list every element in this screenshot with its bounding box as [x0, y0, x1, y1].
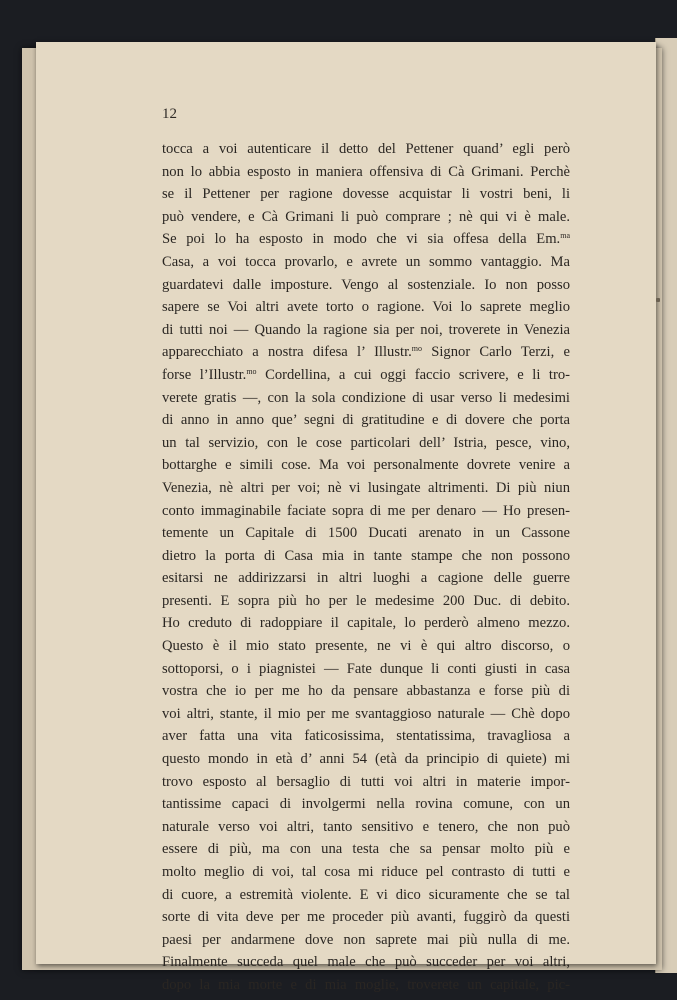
text-line: Casa, a voi tocca provarlo, e avrete un sommo vantaggio. Ma	[162, 253, 570, 270]
text-line: di cuore, a estremità violente. E vi dico sicuramente che se tal	[162, 886, 570, 903]
page-edge-mark	[656, 298, 660, 302]
text-line: Finalmente succeda quel male che può succeder per voi altri,	[162, 954, 570, 971]
body-text	[162, 138, 570, 997]
text-line: sottoporsi, o i piagnistei — Fate dunque li conti giusti in casa	[162, 660, 570, 677]
text-line: vostra che io per me ho da pensare abbastanza e forse più di	[162, 683, 570, 700]
text-line: questo mondo in età d’ anni 54 (età da principio di quiete) mi	[162, 751, 570, 768]
text-line: un tal servizio, con le cose particolari dell’ Istria, pesce, vino,	[162, 434, 570, 451]
text-line: bottarghe e simili cose. Ma voi personalmente dovrete venire a	[162, 457, 570, 474]
text-line: molto meglio di voi, tal cosa mi riduce pel contrasto di tutti e	[162, 864, 570, 880]
text-line: essere di più, ma con una testa che sa pensar molto più e	[162, 841, 570, 858]
text-line: di tutti noi — Quando la ragione sia per noi, troverete in Venezia	[162, 321, 570, 338]
text-line: sorte di vita deve per me proceder più avanti, fuggirò da questi	[162, 909, 570, 926]
text-line: tocca a voi autenticare il detto del Pettener quand’ egli però	[162, 141, 570, 157]
text-line: guardatevi dalle imposture. Vengo al sostenziale. Io non posso	[162, 276, 570, 293]
text-line: Questo è il mio stato presente, ne vi è qui altro discorso, o	[162, 638, 570, 655]
text-line: può vendere, e Cà Grimani li può comprare ; nè qui vi è male.	[162, 208, 570, 225]
page-number: 12	[162, 106, 177, 122]
text-line: Se poi lo ha esposto in modo che vi sia offesa della Em.$^{ma}$	[162, 231, 570, 248]
text-line: trovo esposto al bersaglio di tutti voi altri in materie impor-	[162, 773, 570, 790]
text-line: Ho creduto di radoppiare il capitale, lo perderò almeno mezzo.	[162, 615, 570, 632]
text-line: presenti. E sopra più ho per le medesime 200 Duc. di debito.	[162, 592, 570, 609]
text-line: Venezia, nè altri per voi; nè vi lusingate altrimenti. Di più niun	[162, 479, 570, 496]
text-line: dietro la porta di Casa mia in tante stampe che non possono	[162, 547, 570, 564]
text-line: temente un Capitale di 1500 Ducati arenato in un Cassone	[162, 525, 570, 542]
text-line: verete gratis —, con la sola condizione di usar verso li medesimi	[162, 389, 570, 406]
text-line: sapere se Voi altri avete torto o ragione. Voi lo saprete meglio	[162, 299, 570, 316]
text-line: aver fatta una vita faticosissima, stentatissima, travagliosa a	[162, 728, 570, 745]
text-line: paesi per andarmene dove non saprete mai più nulla di me.	[162, 931, 570, 948]
text-line: conto immaginabile faciate sopra di me per denaro — Ho presen-	[162, 502, 570, 519]
text-line: forse l’Illustr.$^{mo}$ Cordellina, a cui oggi faccio scrivere, e li tro-	[162, 366, 570, 383]
text-line: tantissime capaci di involgermi nella rovina comune, con un	[162, 796, 570, 813]
text-line: voi altri, stante, il mio per me svantaggioso naturale — Chè dopo	[162, 705, 570, 722]
text-line: se il Pettener per ragione dovesse acquistar li vostri beni, li	[162, 186, 570, 203]
text-line: di anno in anno que’ segni di gratitudine e di dovere che porta	[162, 412, 570, 429]
text-line: apparecchiato a nostra difesa l’ Illustr.$^{mo}$ Signor Carlo Terzi, e	[162, 344, 570, 361]
text-line: non lo abbia esposto in maniera offensiva di Cà Grimani. Perchè	[162, 163, 570, 180]
text-line: esitarsi ne addirizzarsi in altri luoghi a cagione delle guerre	[162, 570, 570, 587]
text-line: naturale verso voi altri, tanto sensitivo e tenero, che non può	[162, 818, 570, 835]
text-line: dopo la mia morte e di mia moglie, troverete un capitale, pic-	[162, 976, 570, 993]
